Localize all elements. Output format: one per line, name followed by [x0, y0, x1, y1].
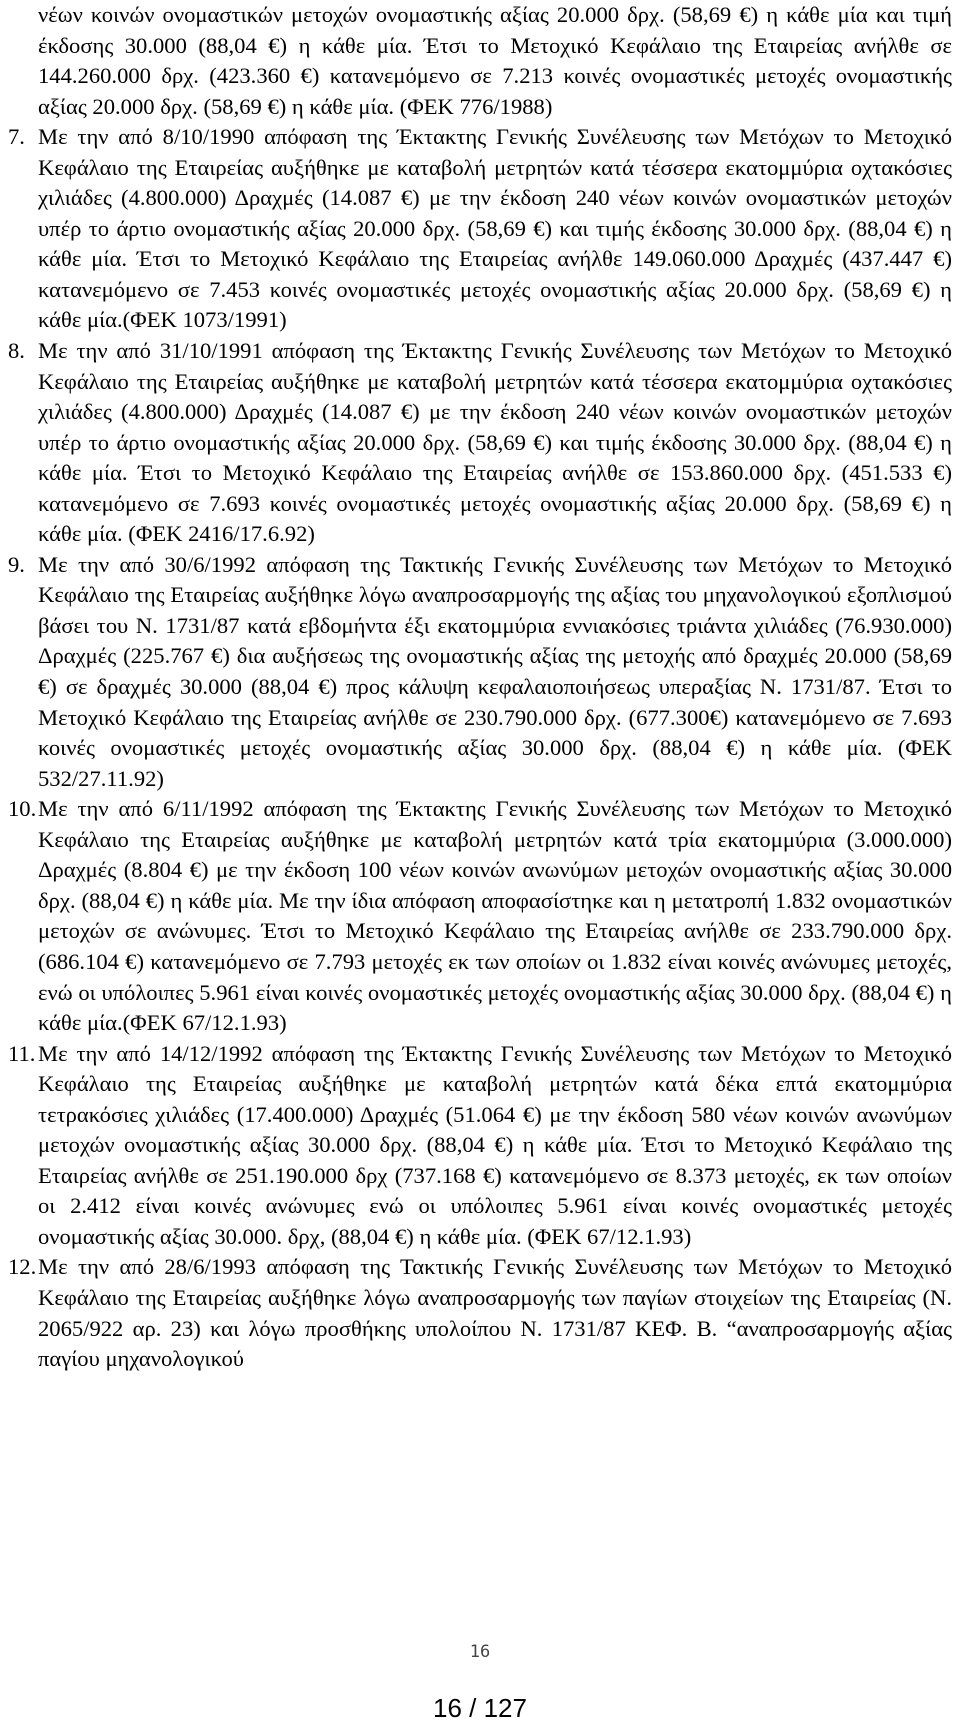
list-item-number: 7.: [8, 124, 25, 150]
document-body: [8, 0, 952, 1375]
continued-paragraph: νέων κοινών ονομαστικών μετοχών ονομαστικής αξίας 20.000 δρχ. (58,69 €) η κάθε μία και τιμή έκδοσης 30.000 (88,04 €) η κάθε μία. Έτσι το Μετοχικό Κεφάλαιο της Εταιρείας ανήλθε σε 144.260.000 δρχ. (423.360 €) κατανεμόμενο σε 7.213 κοινές ονομαστικές μετοχές ονομαστικής αξίας 20.000 δρχ. (58,69 €) η κάθε μία. (ΦΕΚ 776/1988): [38, 2, 952, 119]
list-item-number: 9.: [8, 551, 25, 577]
list-item-7: [8, 122, 952, 336]
list-item-number: 11.: [8, 1040, 36, 1066]
list-item-text: Με την από 8/10/1990 απόφαση της Έκτακτης Γενικής Συνέλευσης των Μετόχων το Μετοχικό Κεφάλαιο της Εταιρείας αυξήθηκε με καταβολή μετρητών κατά τέσσερα εκατομμύρια οχτακόσιες χιλιάδες (4.800.000) Δραχμές (14.087 €) με την έκδοση 240 νέων κοινών ονομαστικών μετοχών υπέρ το άρτιο ονομαστικής αξίας 20.000 δρχ. (58,69 €) και τιμής έκδοσης 30.000 δρχ. (88,04 €) η κάθε μία. Έτσι το Μετοχικό Κεφάλαιο της Εταιρείας ανήλθε 149.060.000 Δραχμές (437.447 €) κατανεμόμενο σε 7.453 κοινές ονομαστικές μετοχές ονομαστικής αξίας 20.000 δρχ. (58,69 €) η κάθε μία.(ΦΕΚ 1073/1991): [38, 124, 952, 333]
list-item-10: [8, 794, 952, 1038]
list-item-number: 10.: [8, 796, 37, 822]
list-item-number: 8.: [8, 338, 25, 364]
list-item-11: [8, 1039, 952, 1253]
list-item-text: Με την από 14/12/1992 απόφαση της Έκτακτης Γενικής Συνέλευσης των Μετόχων το Μετοχικό Κεφάλαιο της Εταιρείας αυξήθηκε με καταβολή μετρητών κατά δέκα επτά εκατομμύρια τετρακόσιες χιλιάδες (17.400.000) Δραχμές (51.064 €) με την έκδοση 580 νέων κοινών ανωνύμων μετοχών ονομαστικής αξίας 30.000 δρχ. (88,04 €) η κάθε μία. Έτσι το Μετοχικό Κεφάλαιο της Εταιρείας ανήλθε σε 251.190.000 δρχ (737.168 €) κατανεμόμενο σε 8.373 μετοχές, εκ των οποίων οι 2.412 είναι κοινές ανώνυμες ενώ οι υπόλοιπες 5.961 είναι κοινές ονομαστικές μετοχές ονομαστικής αξίας 30.000. δρχ, (88,04 €) η κάθε μία. (ΦΕΚ 67/12.1.93): [38, 1040, 952, 1249]
list-item-12: [8, 1252, 952, 1374]
list-item-text: Με την από 28/6/1993 απόφαση της Τακτικής Γενικής Συνέλευσης των Μετόχων το Μετοχικό Κεφάλαιο της Εταιρείας αυξήθηκε λόγω αναπροσαρμογής των παγίων στοιχείων της Εταιρείας (Ν. 2065/922 αρ. 23) και λόγω προσθήκης υπολοίπου Ν. 1731/87 ΚΕΦ. Β. “αναπροσαρμογής αξίας παγίου μηχανολογικού: [38, 1254, 952, 1372]
page-indicator: 16 / 127: [433, 1693, 527, 1723]
page-number: 16: [469, 1642, 491, 1662]
list-item-9: [8, 550, 952, 794]
list-item-8: [8, 336, 952, 550]
list-item-text: Με την από 6/11/1992 απόφαση της Έκτακτης Γενικής Συνέλευσης των Μετόχων το Μετοχικό Κεφάλαιο της Εταιρείας αυξήθηκε με καταβολή μετρητών κατά τρία εκατομμύρια (3.000.000) Δραχμές (8.804 €) με την έκδοση 100 νέων κοινών ανωνύμων μετοχών ονομαστικής αξίας 30.000 δρχ. (88,04 €) η κάθε μία. Με την ίδια απόφαση αποφασίστηκε και η μετατροπή 1.832 ονομαστικών μετοχών σε ανώνυμες. Έτσι το Μετοχικό Κεφάλαιο της Εταιρείας ανήλθε σε 233.790.000 δρχ. (686.104 €) κατανεμόμενο σε 7.793 μετοχές εκ των οποίων οι 1.832 είναι κοινές ανώνυμες μετοχές, ενώ οι υπόλοιπες 5.961 είναι κοινές ονομαστικές μετοχές ονομαστικής αξίας 30.000 δρχ. (88,04 €) η κάθε μία.(ΦΕΚ 67/12.1.93): [38, 796, 952, 1036]
list-item-text: Με την από 31/10/1991 απόφαση της Έκτακτης Γενικής Συνέλευσης των Μετόχων το Μετοχικό Κεφάλαιο της Εταιρείας αυξήθηκε με καταβολή μετρητών κατά τέσσερα εκατομμύρια οχτακόσιες χιλιάδες (4.800.000) Δραχμές (14.087 €) με την έκδοση 240 νέων κοινών ονομαστικών μετοχών υπέρ το άρτιο ονομαστικής αξίας 20.000 δρχ. (58,69 €) και τιμής έκδοσης 30.000 δρχ. (88,04 €) η κάθε μία. Έτσι το Μετοχικό Κεφάλαιο της Εταιρείας ανήλθε σε 153.860.000 δρχ. (451.533 €) κατανεμόμενο σε 7.693 κοινές ονομαστικές μετοχές ονομαστικής αξίας 20.000 δρχ. (58,69 €) η κάθε μία. (ΦΕΚ 2416/17.6.92): [38, 338, 952, 547]
list-item-number: 12.: [8, 1254, 37, 1280]
list-item-text: Με την από 30/6/1992 απόφαση της Τακτικής Γενικής Συνέλευσης των Μετόχων το Μετοχικό Κεφάλαιο της Εταιρείας αυξήθηκε λόγω αναπροσαρμογής της αξίας του μηχανολογικού εξοπλισμού βάσει του Ν. 1731/87 κατά εβδομήντα έξι εκατομμύρια εννιακόσιες τριάντα χιλιάδες (76.930.000) Δραχμές (225.767 €) δια αυξήσεως της ονομαστικής αξίας της μετοχής από δραχμές 20.000 (58,69 €) σε δραχμές 30.000 (88,04 €) προς κάλυψη κεφαλαιοποιήσεως υπεραξίας Ν. 1731/87. Έτσι το Μετοχικό Κεφάλαιο της Εταιρείας ανήλθε σε 230.790.000 δρχ. (677.300€) κατανεμόμενο σε 7.693 κοινές ονομαστικές μετοχές ονομαστικής αξίας 30.000 δρχ. (88,04 €) η κάθε μία. (ΦΕΚ 532/27.11.92): [38, 551, 952, 791]
